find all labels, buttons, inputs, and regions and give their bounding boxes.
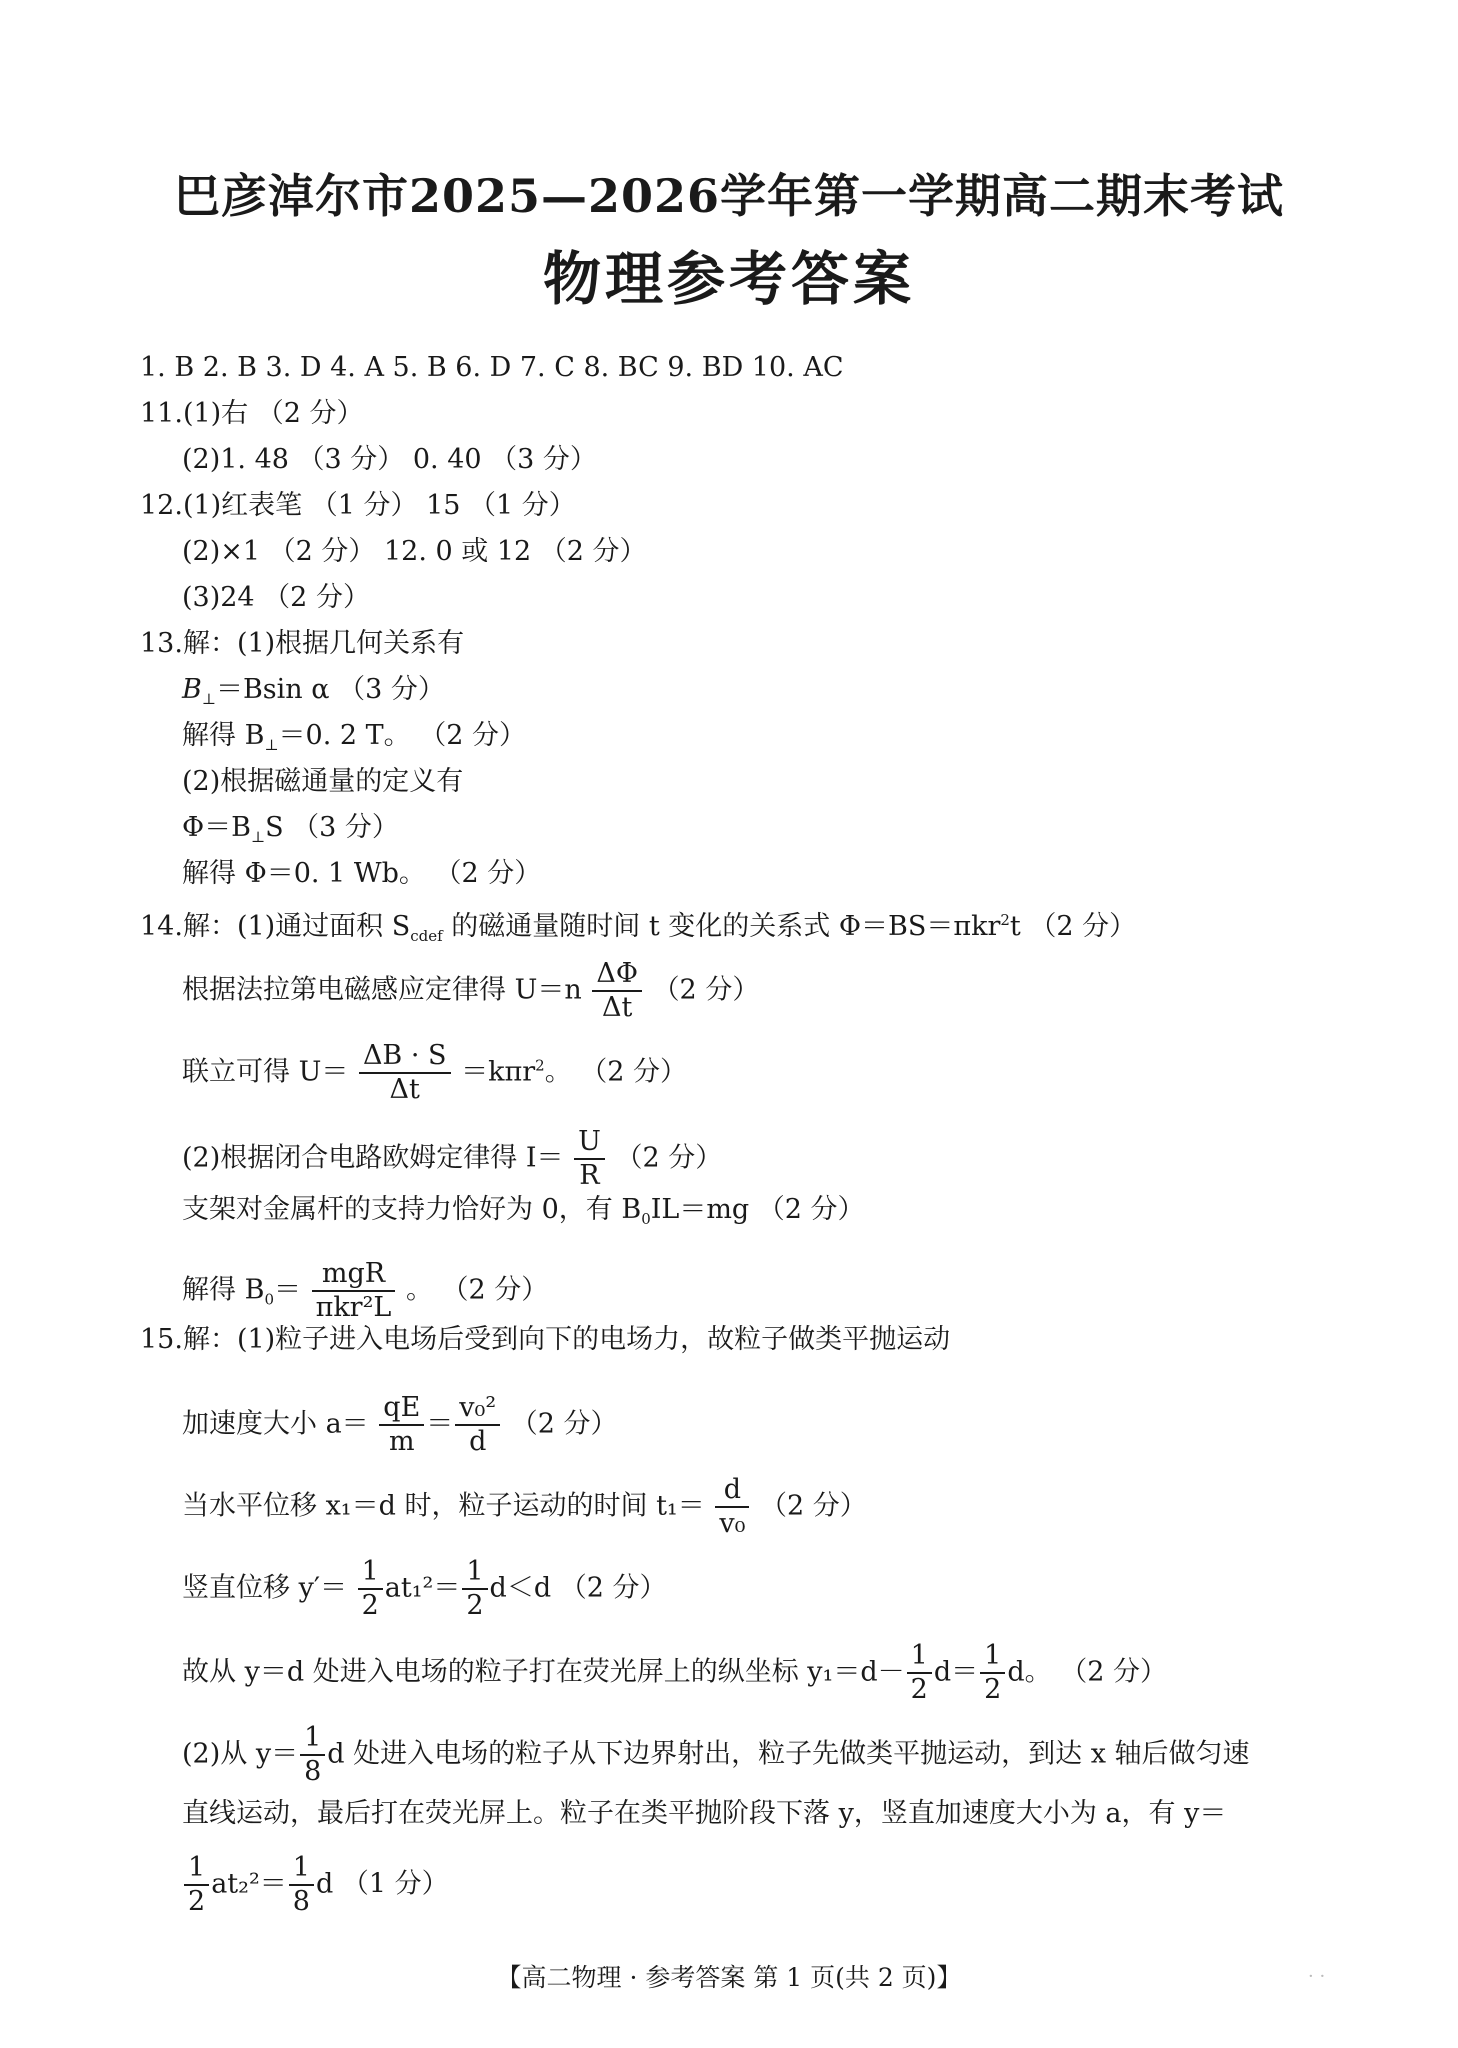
q14-b1: 根据法拉第电磁感应定律得 U＝n xyxy=(182,974,582,1006)
fraction xyxy=(359,1040,451,1106)
fraction xyxy=(300,1722,325,1788)
fraction xyxy=(455,1392,500,1458)
q13-eq2: ＝Bsin α （3 分） xyxy=(215,674,445,705)
q14-line4 xyxy=(182,1126,722,1192)
q13-line4: (2)根据磁通量的定义有 xyxy=(182,766,464,797)
denominator: Δt xyxy=(389,1074,420,1105)
q15-h2: d （1 分） xyxy=(315,1868,449,1900)
q14-f2: ＝ xyxy=(273,1274,301,1306)
q15-line3 xyxy=(182,1474,867,1540)
denominator: v₀ xyxy=(719,1508,746,1539)
numerator: qE xyxy=(379,1392,424,1426)
q14-line2 xyxy=(182,958,759,1024)
q14-f3: 。 （2 分） xyxy=(405,1274,549,1306)
q13-eq3a: 解得 B xyxy=(182,720,265,751)
numerator: U xyxy=(574,1126,605,1160)
q15-c1: 当水平位移 x₁＝d 时，粒子运动的时间 t₁＝ xyxy=(182,1490,705,1522)
q15-e3: d。 （2 分） xyxy=(1007,1656,1167,1688)
q12-part2: (2)×1 （2 分） 12. 0 或 12 （2 分） xyxy=(182,536,647,567)
q15-b-eq: ＝ xyxy=(426,1408,454,1440)
q15-line4 xyxy=(182,1556,666,1622)
q14-c2: ＝kπr xyxy=(461,1056,536,1088)
q14-d2: （2 分） xyxy=(615,1142,723,1174)
denominator: πkr²L xyxy=(315,1292,392,1323)
q14-e2: IL＝mg （2 分） xyxy=(650,1194,865,1225)
numerator: ΔΦ xyxy=(592,958,642,992)
q15-d3: d＜d （2 分） xyxy=(489,1572,667,1604)
q14-c1: 联立可得 U＝ xyxy=(182,1056,349,1088)
fraction: $\frac{1}{2}$ xyxy=(462,1556,487,1622)
q15-c2: （2 分） xyxy=(760,1490,867,1522)
fraction xyxy=(715,1474,749,1540)
fraction: $\frac{1}{2}$ xyxy=(184,1852,209,1918)
denominator: Δt xyxy=(601,992,633,1023)
fraction xyxy=(312,1258,396,1324)
q14-line6: 解得 $B_0=$ $\frac{\text{mgR}}{\text{πkr²L}}$ 。 （2 分） xyxy=(182,1258,549,1323)
q15-b1: 加速度大小 a＝ xyxy=(182,1408,369,1440)
q15-d2: at₁²＝ xyxy=(384,1572,461,1604)
q15-e2: d＝ xyxy=(933,1656,979,1688)
q14-line1: 14.解：(1)通过面积 $S_{cdef}$ 的磁通量随时间 t 变化的关系式 Φ＝BS＝πkr$^2$t （2 分） xyxy=(140,911,1137,945)
q14-line3: 联立可得 U＝ $\frac{\Delta B \cdot S}{\Delta t}$ ＝kπr$^2$。 （2 分） xyxy=(182,1040,688,1105)
q13-eq5b: S （3 分） xyxy=(265,812,399,843)
footer-dots: · · xyxy=(1308,1966,1326,1987)
q15-d1: 竖直位移 y′＝ xyxy=(182,1572,347,1604)
q15-line2 xyxy=(182,1392,618,1458)
q13-line1: 13.解：(1)根据几何关系有 xyxy=(140,628,465,659)
q13-line6: 解得 Φ＝0. 1 Wb。 （2 分） xyxy=(182,858,542,889)
q12-part1: 12.(1)红表笔 （1 分） 15 （1 分） xyxy=(140,490,576,521)
exam-title: 巴彦淖尔市2025—2026学年第一学期高二期末考试 xyxy=(173,169,1285,223)
numerator: d xyxy=(715,1474,749,1508)
q14-a3: t （2 分） xyxy=(1009,911,1137,942)
denominator: d xyxy=(469,1426,487,1457)
numerator: 1 xyxy=(358,1556,383,1590)
numerator: mgR xyxy=(312,1258,396,1292)
fraction: $\frac{1}{2}$ xyxy=(980,1640,1005,1706)
q14-c3: 。 （2 分） xyxy=(544,1056,688,1088)
fraction xyxy=(379,1392,424,1458)
page-footer: 【高二物理 · 参考答案 第 1 页(共 2 页)】 xyxy=(496,1963,962,1992)
numerator: ΔB · S xyxy=(359,1040,451,1074)
denominator: 8 xyxy=(304,1756,322,1787)
q14-line5: 支架对金属杆的支持力恰好为 0，有 $B_0IL=mg$ （2 分） xyxy=(182,1194,865,1228)
fraction xyxy=(574,1126,605,1192)
numerator: v₀² xyxy=(455,1392,500,1426)
q15-line1: 15.解：(1)粒子进入电场后受到向下的电场力，故粒子做类平抛运动 xyxy=(140,1324,951,1355)
fraction xyxy=(592,958,642,1024)
page-title: 物理参考答案 xyxy=(542,245,915,313)
choice-answers: 1. B 2. B 3. D 4. A 5. B 6. D 7. C 8. BC 9. BD 10. AC xyxy=(140,352,844,383)
denominator: R xyxy=(579,1160,600,1191)
q15-line6 xyxy=(182,1722,1250,1788)
q14-b2: （2 分） xyxy=(652,974,760,1006)
q12-part3: (3)24 （2 分） xyxy=(182,582,370,613)
q15-f2: d 处进入电场的粒子从下边界射出，粒子先做类平抛运动，到达 x 轴后做匀速 xyxy=(327,1738,1250,1770)
q13-eq5: Φ＝B xyxy=(182,812,251,843)
q13-eq3b: ＝0. 2 T。 （2 分） xyxy=(278,720,527,751)
q14-a1: 14.解：(1)通过面积 S xyxy=(140,911,411,942)
denominator: 2 xyxy=(361,1590,379,1621)
q15-line8 xyxy=(182,1852,449,1918)
q15-e1: 故从 y＝d 处进入电场的粒子打在荧光屏上的纵坐标 y₁＝d－ xyxy=(182,1656,905,1688)
q11-part2: (2)1. 48 （3 分） 0. 40 （3 分） xyxy=(182,444,597,475)
q13-line5: $\Phi=B_\perp S$ （3 分） xyxy=(182,812,399,846)
q13-line2: $B_\perp=Bsin$ α （3 分） xyxy=(182,674,445,708)
q14-a2: 的磁通量随时间 t 变化的关系式 Φ＝BS＝πkr xyxy=(442,911,1001,942)
q14-d1: (2)根据闭合电路欧姆定律得 I＝ xyxy=(182,1142,564,1174)
q15-f1: (2)从 y＝ xyxy=(182,1738,299,1770)
denominator: m xyxy=(388,1426,415,1457)
q15-h1: at₂²＝ xyxy=(211,1868,287,1900)
q15-line7: 直线运动，最后打在荧光屏上。粒子在类平抛阶段下落 y，竖直加速度大小为 a，有 y＝ xyxy=(182,1798,1227,1829)
fraction: $\frac{1}{2}$ xyxy=(907,1640,932,1706)
q15-line5 xyxy=(182,1640,1167,1706)
numerator: 1 xyxy=(300,1722,325,1756)
q14-a1-sub: cdef xyxy=(410,927,443,945)
q11-part1: 11.(1)右 （2 分） xyxy=(140,398,364,429)
q14-e: 支架对金属杆的支持力恰好为 0，有 B xyxy=(182,1194,642,1225)
fraction xyxy=(358,1556,383,1622)
q13-line3: 解得 $B_\perp=0$. 2 T。 （2 分） xyxy=(182,720,527,754)
q15-b2: （2 分） xyxy=(510,1408,618,1440)
fraction: $\frac{1}{8}$ xyxy=(289,1852,314,1918)
q14-f1: 解得 B xyxy=(182,1274,265,1306)
